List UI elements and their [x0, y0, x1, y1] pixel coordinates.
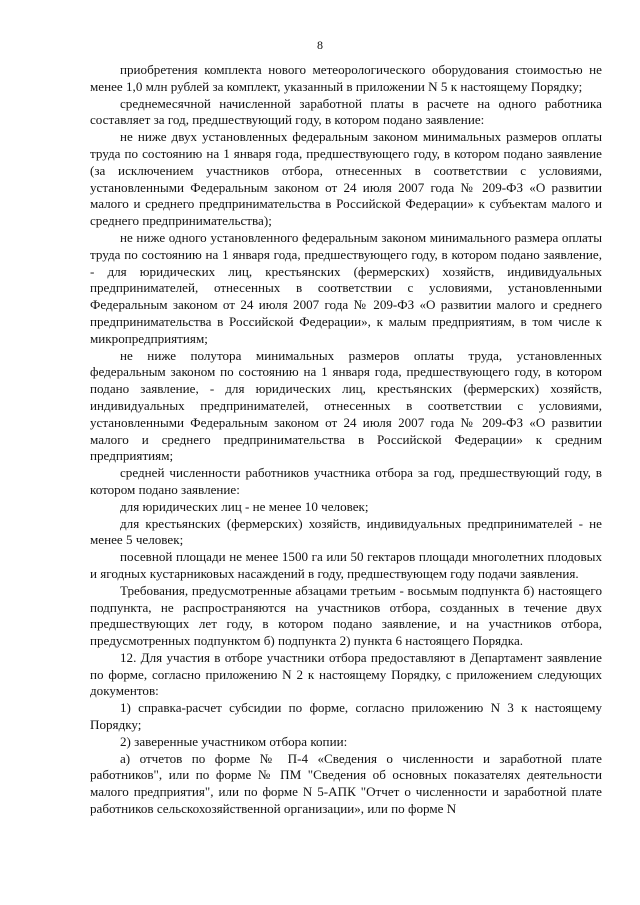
paragraph: 2) заверенные участником отбора копии:	[120, 733, 348, 749]
paragraph: для юридических лиц - не менее 10 человек;	[120, 498, 369, 514]
paragraph: не ниже одного установленного федеральным законом минимального размера оплаты труда по состоянию на 1 января года, предшествующего году, в котором подано заявление, - для юридических лиц, крестьянских (фермерских) хозяйств, индивидуальных предпринимателей, отнесенных в соответствии с условиями, установленными Федеральным законом от 24 июля 2007 года № 209-ФЗ «О развитии малого и среднего предпринимательства в Российской Федерации», к малым предприятиям, в том числе к микропредприятиям;	[90, 229, 602, 346]
document-body	[90, 62, 602, 818]
paragraph: для крестьянских (фермерских) хозяйств, индивидуальных предпринимателей - не менее 5 человек;	[90, 515, 602, 548]
paragraph: средней численности работников участника отбора за год, предшествующий году, в котором подано заявление:	[90, 465, 602, 497]
paragraph: Требования, предусмотренные абзацами третьим - восьмым подпункта б) настоящего подпункта, не распространяются на участников отбора, созданных в течение двух предшествующих лет году, в котором подано заявление, и на участников отбора, предусмотренных подпунктом б) подпункта 2) пункта 6 настоящего Порядка.	[90, 582, 602, 649]
paragraph: 12. Для участия в отборе участники отбора предоставляют в Департамент заявление по форме, согласно приложению N 2 к настоящему Порядку, с приложением следующих документов:	[90, 649, 602, 699]
paragraph: а) отчетов по форме № П-4 «Сведения о численности и заработной плате работников", или по форме № ПМ "Сведения об основных показателях деятельности малого предприятия", или по форме N 5-АПК "Отчет о численности и заработной плате работников сельскохозяйственной организации», или по форме N	[90, 750, 602, 817]
paragraph: посевной площади не менее 1500 га или 50 гектаров площади многолетних плодовых и ягодных кустарниковых насаждений в году, предшествующем году подачи заявления.	[90, 549, 602, 581]
paragraph: не ниже полутора минимальных размеров оплаты труда, установленных федеральным законом по состоянию на 1 января года, предшествующего году, в котором подано заявление, - для юридических лиц, крестьянских (фермерских) хозяйств, индивидуальных предпринимателей, отнесенных в соответствии с условиями, установленными Федеральным законом от 24 июля 2007 года № 209-ФЗ «О развитии малого и среднего предпринимательства в Российской Федерации» к средним предприятиям;	[90, 347, 602, 464]
paragraph: 1) справка-расчет субсидии по форме, согласно приложению N 3 к настоящему Порядку;	[90, 700, 602, 733]
paragraph: среднемесячной начисленной заработной платы в расчете на одного работника составляет за год, предшествующий году, в котором подано заявление:	[90, 95, 602, 128]
paragraph: не ниже двух установленных федеральным законом минимальных размеров оплаты труда по состоянию на 1 января года, предшествующего году, в котором подано заявление (за исключением участников отбора, отнесенных в соответствии с условиями, установленными Федеральным законом от 24 июля 2007 года № 209-ФЗ «О развитии малого и среднего предпринимательства в Российской Федерации» к субъектам малого и среднего предпринимательства);	[90, 129, 602, 229]
page-number: 8	[317, 38, 323, 52]
paragraph: приобретения комплекта нового метеорологического оборудования стоимостью не менее 1,0 млн рублей за комплект, указанный в приложении N 5 к настоящему Порядку;	[90, 62, 602, 94]
